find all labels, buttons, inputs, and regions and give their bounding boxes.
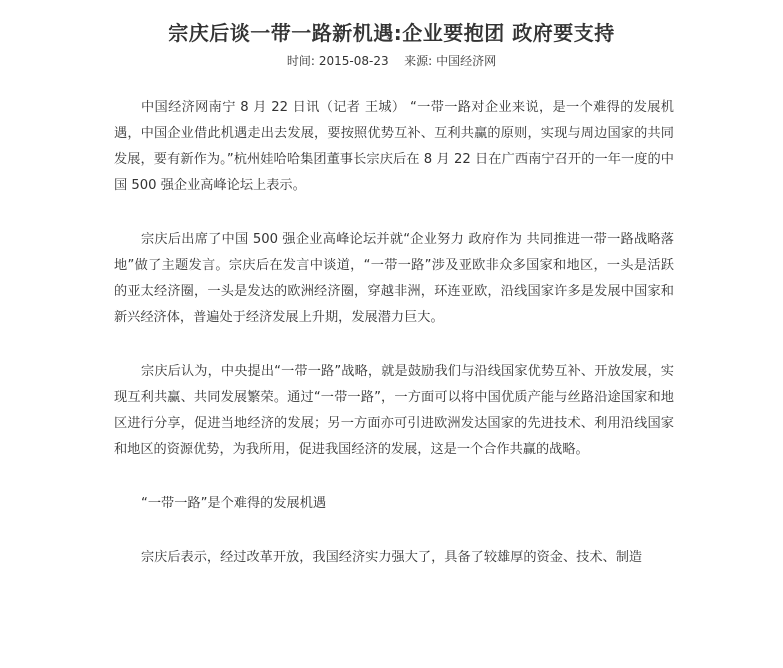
paragraph-1: 中国经济网南宁 8 月 22 日讯（记者 王城） “一带一路对企业来说，是一个难得的发展机遇，中国企业借此机遇走出去发展，要按照优势互补、互利共赢的原则，实现与周边国家的共同发展，要有新作为。”杭州娃哈哈集团董事长宗庆后在 8 月 22 日在广西南宁召开的一年一度的中国 500 强企业高峰论坛上表示。 — [114, 100, 674, 193]
paragraph-2: 宗庆后出席了中国 500 强企业高峰论坛并就“企业努力 政府作为 共同推进一带一路战略落地”做了主题发言。宗庆后在发言中谈道，“一带一路”涉及亚欧非众多国家和地区，一头是活跃的亚太经济圈，一头是发达的欧洲经济圈，穿越非洲，环连亚欧，沿线国家许多是发展中国家和新兴经济体，普遍处于经济发展上升期，发展潜力巨大。 — [114, 232, 674, 325]
time-label: 时间: — [286, 54, 315, 68]
paragraph-4: 宗庆后表示，经过改革开放，我国经济实力强大了，具备了较雄厚的资金、技术、制造 — [141, 550, 643, 565]
article-meta — [0, 52, 783, 70]
source-value: 中国经济网 — [436, 54, 497, 68]
source-label: 来源: — [404, 54, 433, 68]
section-subheading: “一带一路”是个难得的发展机遇 — [141, 496, 327, 511]
time-value: 2015-08-23 — [318, 54, 389, 68]
paragraph-3: 宗庆后认为，中央提出“一带一路”战略，就是鼓励我们与沿线国家优势互补、开放发展，实现互利共赢、共同发展繁荣。通过“一带一路”，一方面可以将中国优质产能与丝路沿途国家和地区进行分享，促进当地经济的发展；另一方面亦可引进欧洲发达国家的先进技术、利用沿线国家和地区的资源优势，为我所用，促进我国经济的发展，这是一个合作共赢的战略。 — [114, 364, 674, 457]
article-title: 宗庆后谈一带一路新机遇:企业要抱团 政府要支持 — [168, 21, 615, 45]
article-body — [114, 95, 674, 599]
